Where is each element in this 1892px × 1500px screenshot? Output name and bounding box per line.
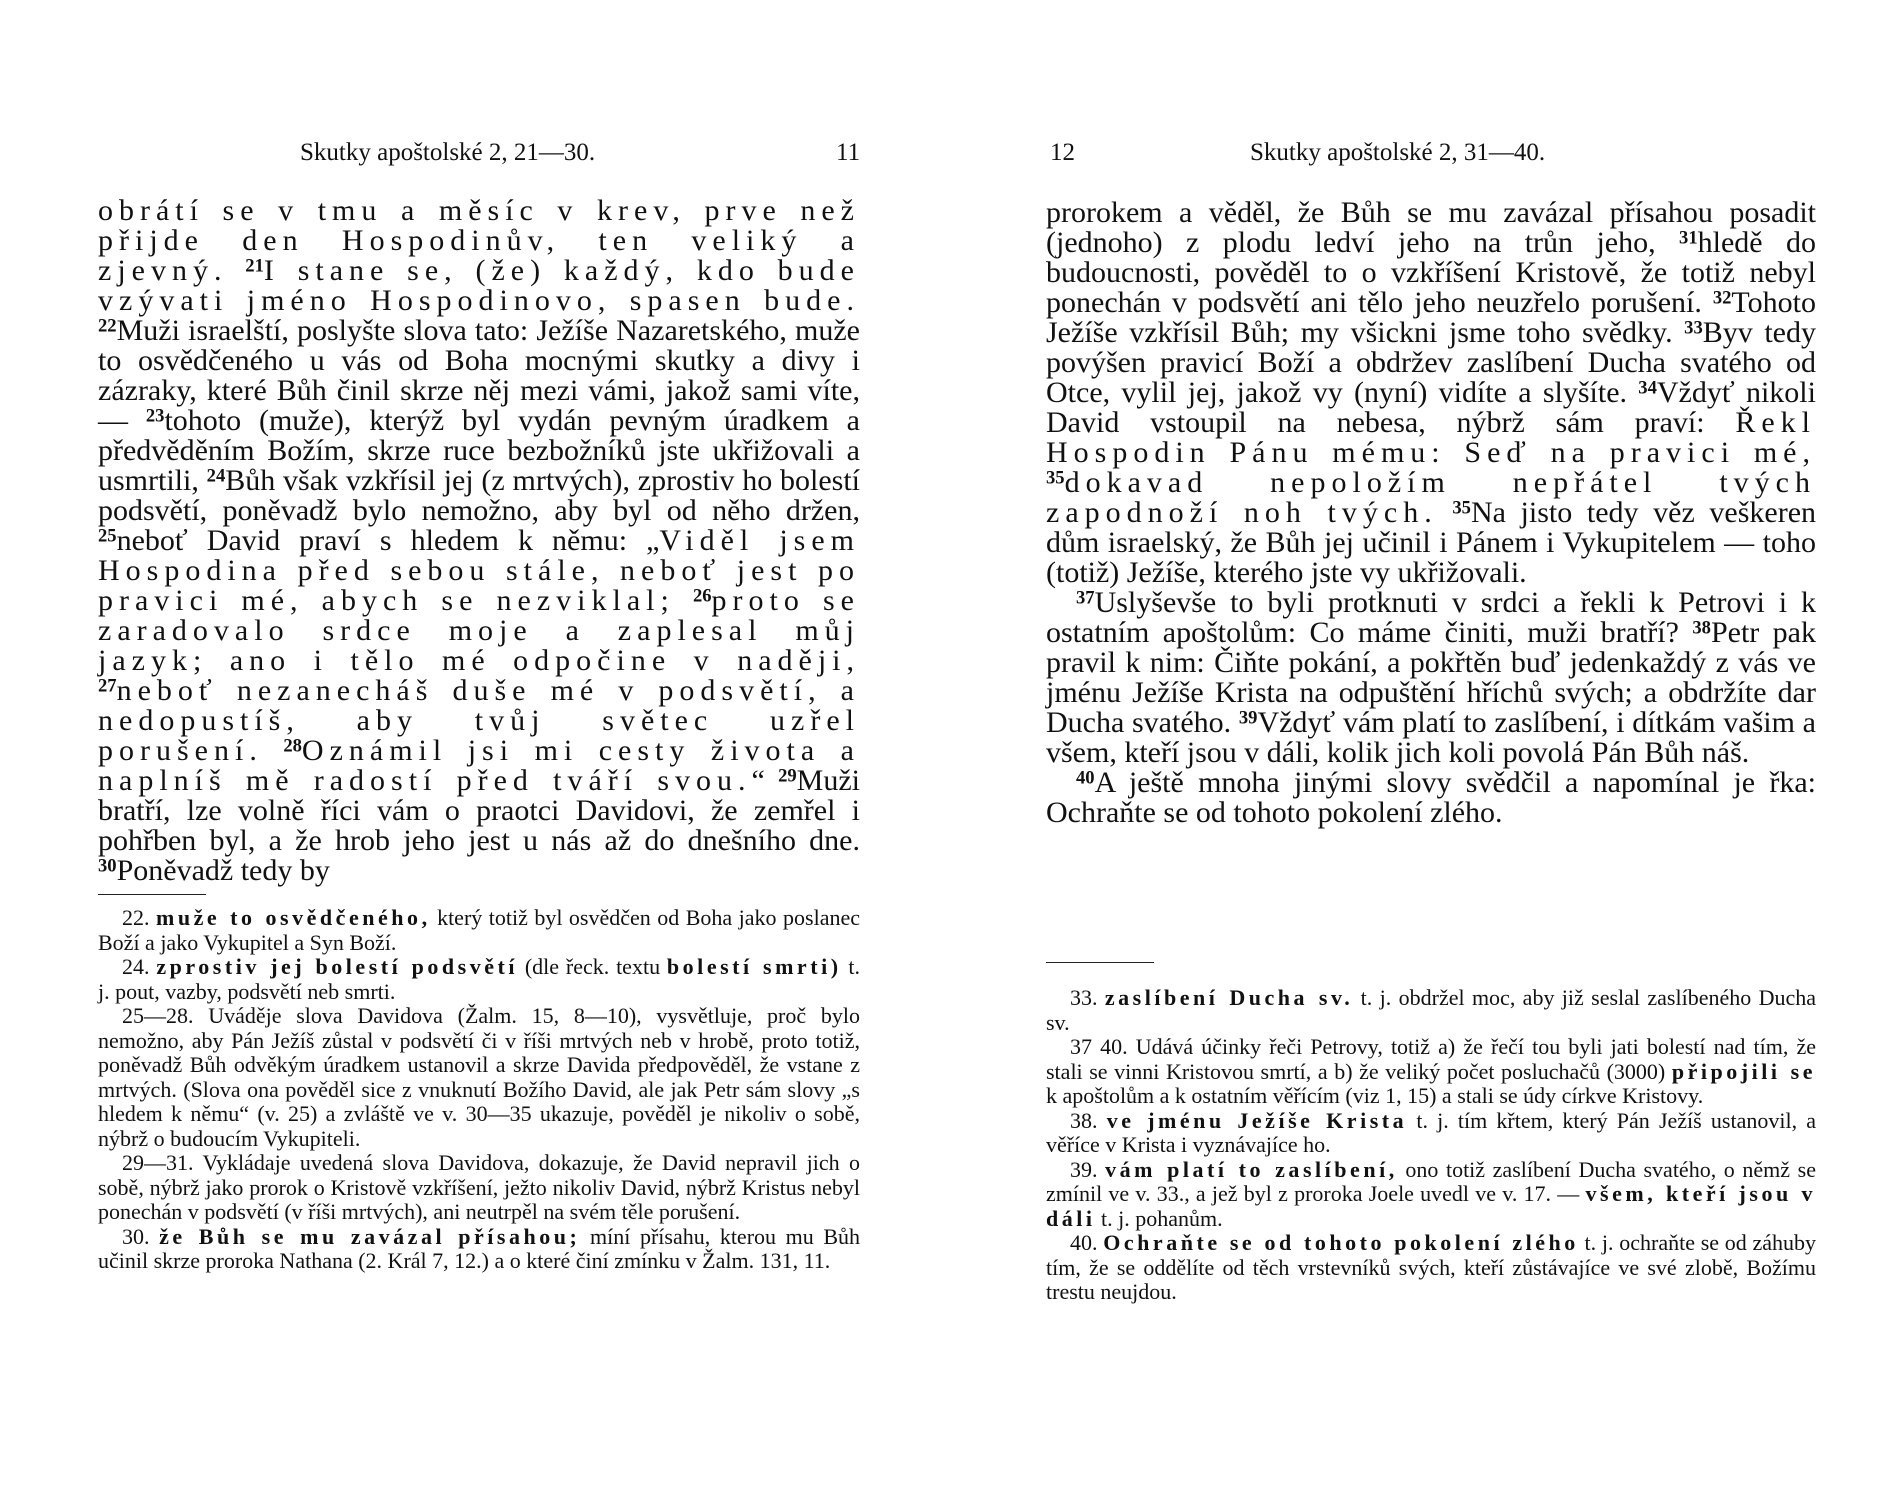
emphasized-text: že Bůh se mu zavázal přísahou; [159, 1223, 581, 1249]
emphasized-text: ve jménu Ježíše Krista [1106, 1107, 1408, 1133]
emphasized-text: zaslíbení Ducha sv. [1104, 985, 1354, 1010]
verse-number: 33 [1684, 317, 1703, 339]
footnote-rule [98, 894, 206, 895]
footnote [98, 1225, 860, 1274]
main-text [1046, 198, 1816, 828]
footnote [1046, 1035, 1816, 1109]
verse-number: 26 [692, 585, 712, 607]
footnote [98, 955, 860, 1004]
verse-number: 31 [1679, 227, 1698, 249]
text: t. j. ochraňte se od záhuby tím, že se oddělíte od těch vrstevníků svých, kteří zůstávajíce ve své zlobě, Božímu trestu neujdou. [1046, 1230, 1817, 1304]
verse-number: 34 [1638, 377, 1657, 399]
running-title: Skutky apoštolské 2, 31—40. [1250, 139, 1546, 166]
verse-number: 37 [1076, 587, 1095, 609]
text: Muži bratří, lze volně říci vám o praotci Davidovi, že zemřel i pohřben byl, a že hrob jeho jest u nás až do dnešního dne. [98, 764, 860, 857]
text: t. j. pohanům. [1095, 1205, 1223, 1231]
emphasized-text: Ochraňte se od tohoto pokolení zlého [1103, 1230, 1579, 1255]
text: Muži israelští, poslyšte slova tato: Ježíše Nazaretského, muže to osvědčeného u vás od Boha mocnými skutky a divy i zázraky, které Bůh činil skrze něj mezi vámi, jakož sami víte, — [98, 314, 860, 437]
text: míní přísahu, kterou mu Bůh učinil skrze proroka Nathana (2. Král 7, 12.) a o které činí zmínku v Žalm. 131, 11. [98, 1223, 861, 1273]
emphasized-text: všem, kteří jsou v dáli [1046, 1181, 1817, 1231]
verse-number: 24 [206, 465, 226, 487]
verse-number: 35 [1046, 467, 1065, 489]
verse-number: 22 [98, 315, 117, 337]
text: 39. [1070, 1156, 1106, 1182]
verse-number: 25 [98, 525, 117, 547]
text: (dle řeck. textu [518, 954, 667, 979]
running-title: Skutky apoštolské 2, 21—30. [300, 139, 596, 166]
text: 22. [122, 905, 156, 930]
text: t. j. obdržel moc, aby již seslal zaslíbeného Ducha sv. [1046, 985, 1817, 1035]
emphasized-text: neboť nezanecháš duše mé v podsvětí, a nedopustíš, aby tvůj světec uzřel porušení. [98, 674, 860, 767]
emphasized-text: muže to osvědčeného, [155, 905, 431, 930]
emphasized-text: Řekl Hospodin Pánu mému: Seď na pravici mé, [1046, 406, 1816, 469]
emphasized-text: obrátí se v tmu a měsíc v krev, prve než přijde den Hospodinův, ten veliký a zjevný. [98, 194, 860, 287]
text: Vždyť nikoli David vstoupil na nebesa, nýbrž sám praví: [1046, 376, 1816, 439]
verse-number: 39 [1238, 707, 1258, 729]
emphasized-text: dokavad nepoložím nepřátel tvých zapodnoží noh tvých. [1046, 466, 1816, 529]
text: 38. [1070, 1107, 1107, 1133]
footnote [98, 1151, 860, 1225]
text: tohoto (muže), kterýž byl vydán pevným úradkem a předvěděním Božím, skrze ruce bezbožníků jste ukřižovali a usmrtili, [98, 404, 860, 497]
text: ono totiž zaslíbení Ducha svatého, o němž se zmínil ve v. 33., a jež byl z proroka Joele uvedl ve v. 17. — [1046, 1156, 1816, 1206]
paragraph [1046, 588, 1816, 768]
verse-number: 40 [1076, 767, 1095, 789]
text: Vždyť vám platí to zaslíbení, i dítkám vašim a všem, kteří jsou v dáli, kolik jich koli povolá Pán Bůh náš. [1046, 706, 1816, 769]
text: A ještě mnoha jinými slovy svědčil a napomínal je řka: Ochraňte se od tohoto pokolení zlého. [1046, 766, 1816, 829]
text: 24. [122, 954, 157, 979]
verse-number: 32 [1712, 287, 1732, 309]
text: neboť David praví s hledem k němu: „ [116, 524, 660, 557]
text: 29—31. Vykládaje uvedená slova Davidova, dokazuje, že David nepravil jich o sobě, nýbrž jako prorok o Kristově vzkříšení, ježto nikoliv David, nýbrž Kristus nebyl ponechán v podsvětí (v říši mrtvých), ani neutrpěl na svém těle porušení. [98, 1150, 860, 1224]
text: který totiž byl osvědčen od Boha jako poslanec Boží a jako Vykupitel a Syn Boží. [98, 905, 860, 955]
verse-number: 38 [1692, 617, 1711, 639]
text: Poněvadž tedy by [116, 854, 330, 887]
verse-number: 35 [1452, 497, 1471, 519]
text: t. j. pout, vazby, podsvětí neb smrti. [98, 954, 860, 1004]
footnote [1046, 1109, 1816, 1158]
text: 37 40. Udává účinky řeči Petrovy, totiž a) že řečí tou byli jati bolestí nad tím, že stali se vinni Kristovou smrtí, a b) že veliký počet posluchačů (3000) [1046, 1034, 1816, 1084]
emphasized-text: připojili se [1671, 1058, 1817, 1084]
emphasized-text: Viděl jsem Hospodina před sebou stále, neboť jest po pravici mé, abych se nezviklal; [98, 524, 860, 617]
text: Tohoto Ježíše vzkřísil Bůh; my všickni jsme toho svědky. [1046, 286, 1816, 349]
text: hledě do budoucnosti, pověděl to o vzkříšení Kristově, že totiž nebyl ponechán v podsvětí ani tělo jeho neuzřelo porušení. [1046, 226, 1816, 319]
verse-number: 23 [145, 405, 165, 427]
text: Byv tedy povýšen pravicí Boží a obdržev zaslíbení Ducha svatého od Otce, vylil jej, jakož vy (nyní) vidíte a slyšíte. [1046, 316, 1816, 409]
emphasized-text: bolestí smrti) [666, 954, 842, 979]
paragraph [1046, 768, 1816, 828]
text: 30. [122, 1223, 160, 1249]
verse-number: 21 [245, 255, 264, 277]
emphasized-text: Oznámil jsi mi cesty života a naplníš mě radostí před tváří svou. [98, 734, 860, 797]
footnote [98, 906, 860, 955]
footnote [1046, 986, 1816, 1035]
page-number: 11 [836, 139, 861, 166]
emphasized-text: zprostiv jej bolestí podsvětí [156, 954, 519, 979]
text: 40. [1070, 1230, 1104, 1255]
text: Petr pak pravil k nim: Čiňte pokání, a pokřtěn buď jedenkaždý z vás ve jménu Ježíše Krista na odpuštění hříchů svých; a obdržíte dar Ducha svatého. [1046, 616, 1816, 739]
verse-number: 27 [98, 675, 117, 697]
verse-number: 29 [778, 765, 797, 787]
footnote [1046, 1231, 1816, 1305]
footnote-rule [1046, 962, 1154, 963]
verse-number: 30 [98, 855, 117, 877]
footnotes [98, 906, 860, 1274]
text [1438, 496, 1453, 529]
footnote [1046, 1158, 1816, 1232]
footnotes [1046, 986, 1816, 1305]
text: k apoštolům a k ostatním věřícím (viz 1, 15) a stali se údy církve Kristovy. [1046, 1083, 1704, 1108]
text: 33. [1070, 985, 1105, 1010]
emphasized-text: I stane se, (že) každý, kdo bude vzývati jméno Hospodinovo, spasen bude. [98, 254, 860, 317]
emphasized-text: proto se zaradovalo srdce moje a zaplesal můj jazyk; ano i tělo mé odpočine v naději, [98, 584, 860, 677]
text: 25—28. Uváděje slova Davidova (Žalm. 15, 8—10), vysvětluje, proč bylo nemožno, aby Pán Ježíš zůstal v podsvětí či v říši mrtvých neb v hrobě, proto totiž, poněvadž Bůh odvěkým úradkem ustanovil a skrze Davida předpověděl, že vstane z mrtvých. (Slova ona pověděl sice z vnuknutí Božího David, ale jak Petr sám slovy „s hledem k němu“ (v. 25) a zvláště ve v. 30—35 ukazuje, pověděl je nikoliv o sobě, nýbrž o budoucím Vykupiteli. [98, 1003, 860, 1151]
paragraph [1046, 198, 1816, 588]
text: Bůh však vzkřísil jej (z mrtvých), zprostiv ho bolestí podsvětí, poněvadž bylo nemožno, aby byl od něho držen, [98, 464, 860, 527]
verse-number: 28 [283, 735, 302, 757]
text: t. j. tím křtem, který Pán Ježíš ustanovil, a věříce v Krista i vyznávajíce ho. [1046, 1107, 1817, 1157]
main-text [98, 196, 860, 886]
emphasized-text: vám platí to zaslíbení, [1105, 1156, 1398, 1182]
text: “ [751, 764, 779, 797]
text: Uslyševše to byli protknuti v srdci a řekli k Petrovi i k ostatním apoštolům: Co máme činiti, muži bratří? [1046, 586, 1816, 649]
paragraph [98, 196, 860, 886]
text: prorokem a věděl, že Bůh se mu zavázal přísahou posadit (jednoho) z plodu ledví jeho na trůn jeho, [1046, 196, 1816, 259]
text: Na jisto tedy věz veškeren dům israelský, že Bůh jej učinil i Pánem i Vykupitelem — toho (totiž) Ježíše, kterého jste vy ukřižovali. [1046, 496, 1817, 589]
page-number: 12 [1050, 139, 1075, 166]
footnote [98, 1004, 860, 1151]
